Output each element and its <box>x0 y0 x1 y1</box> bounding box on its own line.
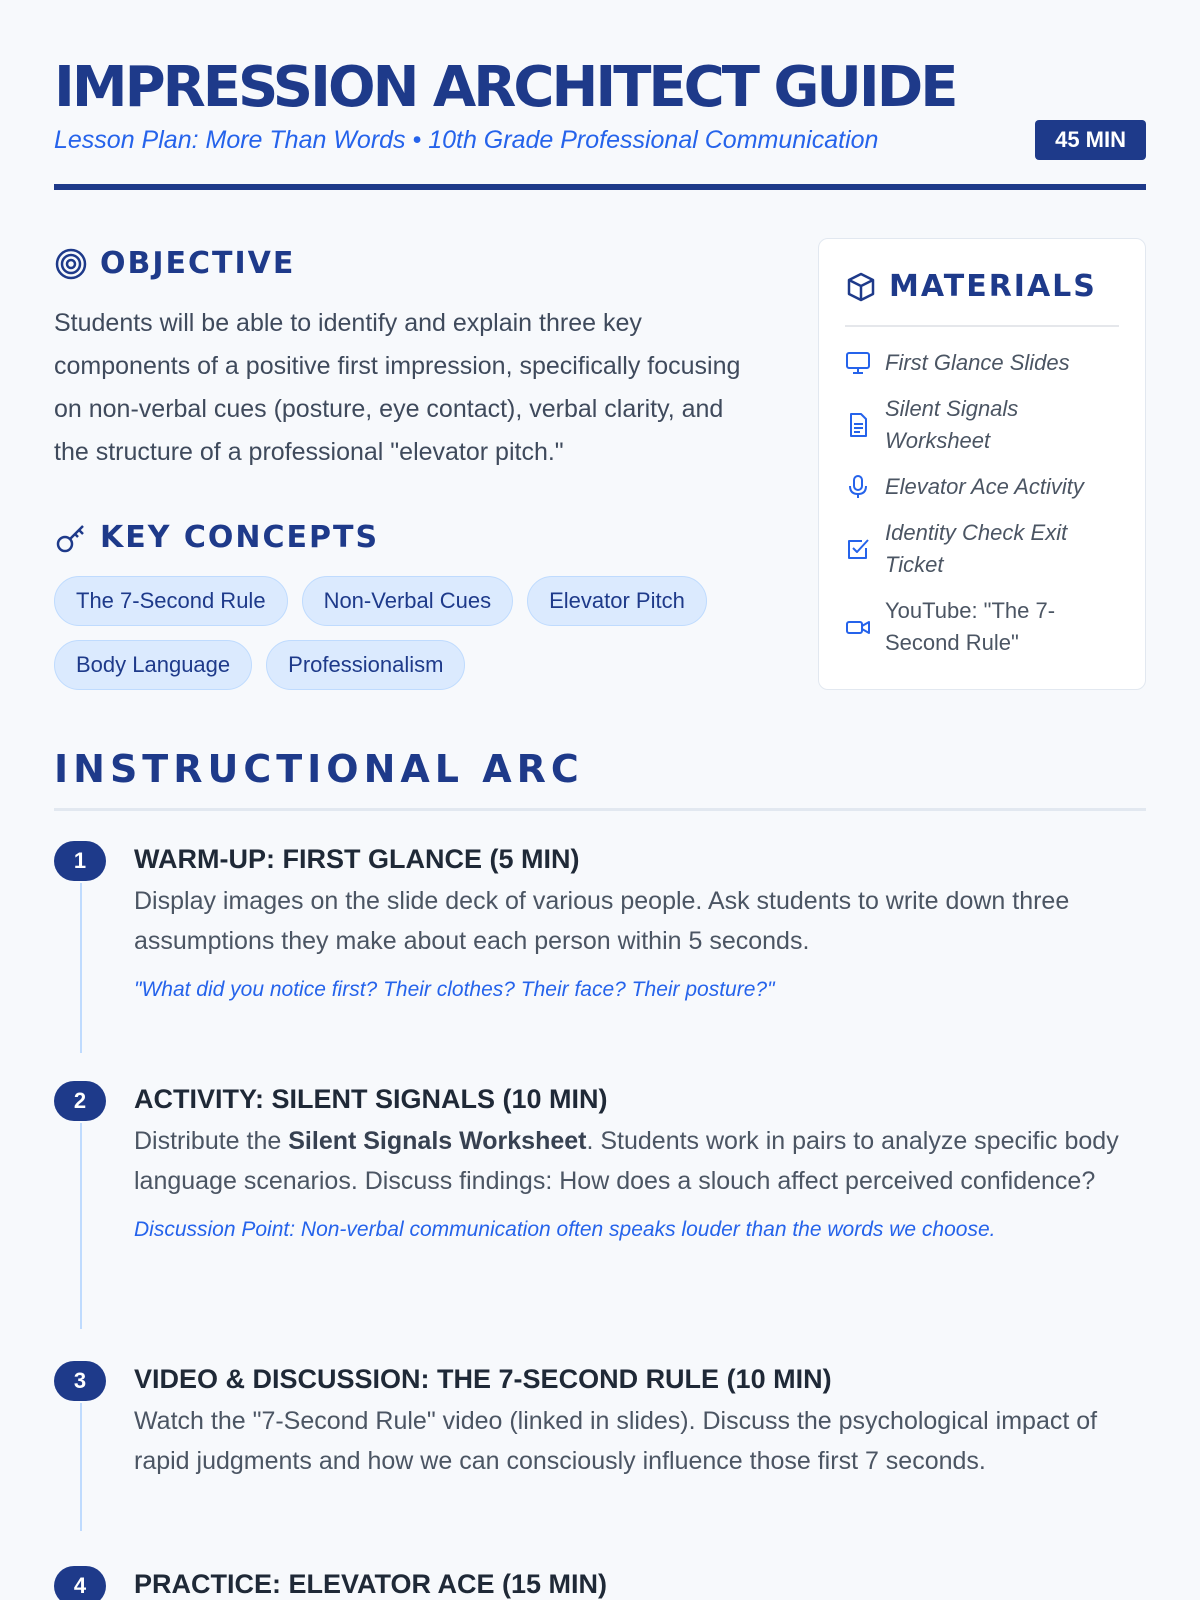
material-item[interactable] <box>845 393 1119 457</box>
step-title: PRACTICE: ELEVATOR ACE (15 MIN) <box>134 1569 608 1599</box>
objective-heading <box>54 244 754 284</box>
material-item[interactable] <box>845 347 1119 379</box>
key-icon <box>54 521 88 555</box>
step-title: VIDEO & DISCUSSION: THE 7-SECOND RULE (10 MIN) <box>134 1364 832 1394</box>
material-item[interactable] <box>845 471 1119 503</box>
timeline-line <box>80 883 82 1053</box>
key-concepts-heading <box>54 518 754 558</box>
key-concepts-heading-label: KEY CONCEPTS <box>100 520 380 555</box>
concept-chip: Professionalism <box>266 640 465 690</box>
video-icon <box>845 614 871 640</box>
material-label: Identity Check Exit Ticket <box>885 520 1068 577</box>
material-label: Elevator Ace Activity <box>885 474 1084 499</box>
overview-section <box>54 244 1146 704</box>
materials-heading <box>845 267 1119 327</box>
timeline-line <box>80 1403 82 1531</box>
monitor-icon <box>845 350 871 376</box>
step-item <box>54 1564 1146 1600</box>
material-label: Silent Signals Worksheet <box>885 396 1019 453</box>
materials-card <box>818 238 1146 690</box>
objective-text: Students will be able to identify and explain three key components of a positive first impression, specifically focusing on non-verbal cues (posture, eye contact), verbal clarity, and the structure of a professional "elevator pitch." <box>54 309 741 466</box>
worksheet-reference: Silent Signals Worksheet <box>288 1127 587 1155</box>
step-item <box>54 839 1146 1079</box>
step-number-badge: 1 <box>54 841 106 881</box>
material-item[interactable] <box>845 517 1119 581</box>
concept-chip: Non-Verbal Cues <box>302 576 514 626</box>
step-number-badge: 4 <box>54 1566 106 1600</box>
step-note: "What did you notice first? Their clothes? Their face? Their posture?" <box>134 978 775 1001</box>
concept-chip: Elevator Pitch <box>527 576 707 626</box>
objective-heading-label: OBJECTIVE <box>100 246 296 281</box>
step-item <box>54 1079 1146 1359</box>
timeline-line <box>80 1123 82 1329</box>
duration-badge: 45 MIN <box>1035 120 1146 160</box>
materials-heading-label: MATERIALS <box>889 269 1097 304</box>
material-label: YouTube: "The 7-Second Rule" <box>885 598 1056 655</box>
step-title: WARM-UP: FIRST GLANCE (5 MIN) <box>134 844 580 874</box>
page-subtitle: Lesson Plan: More Than Words • 10th Grade Professional Communication <box>54 126 879 154</box>
step-note: Discussion Point: Non-verbal communication often speaks louder than the words we choose. <box>134 1218 996 1241</box>
step-body <box>134 1121 1146 1201</box>
step-title: ACTIVITY: SILENT SIGNALS (10 MIN) <box>134 1084 608 1114</box>
microphone-icon <box>845 474 871 500</box>
material-item[interactable] <box>845 595 1119 659</box>
checkbox-icon <box>845 536 871 562</box>
step-body-text: . Students work in pairs to analyze specific body language scenarios. Discuss findings: How does a slouch affect perceived confidence? <box>134 1127 1119 1195</box>
objective-and-concepts <box>54 244 754 690</box>
target-icon <box>54 247 88 281</box>
step-number-badge: 3 <box>54 1361 106 1401</box>
instructional-steps <box>54 839 1146 1600</box>
instructional-arc-heading: INSTRUCTIONAL ARC <box>54 744 1146 811</box>
box-icon <box>845 271 877 303</box>
materials-list <box>845 347 1119 659</box>
concept-chips <box>54 576 754 690</box>
page-title: IMPRESSION ARCHITECT GUIDE <box>54 55 956 120</box>
concept-chip: Body Language <box>54 640 252 690</box>
step-number-badge: 2 <box>54 1081 106 1121</box>
step-item <box>54 1359 1146 1564</box>
concept-chip: The 7-Second Rule <box>54 576 288 626</box>
page-header <box>54 0 1146 190</box>
step-body: Display images on the slide deck of various people. Ask students to write down three assumptions they make about each person within 5 seconds. <box>134 887 1070 955</box>
step-body: Watch the "7-Second Rule" video (linked in slides). Discuss the psychological impact of rapid judgments and how we can consciously influence those first 7 seconds. <box>134 1407 1098 1475</box>
material-label: First Glance Slides <box>885 350 1070 375</box>
document-icon <box>845 412 871 438</box>
step-body-text: Distribute the <box>134 1127 289 1155</box>
